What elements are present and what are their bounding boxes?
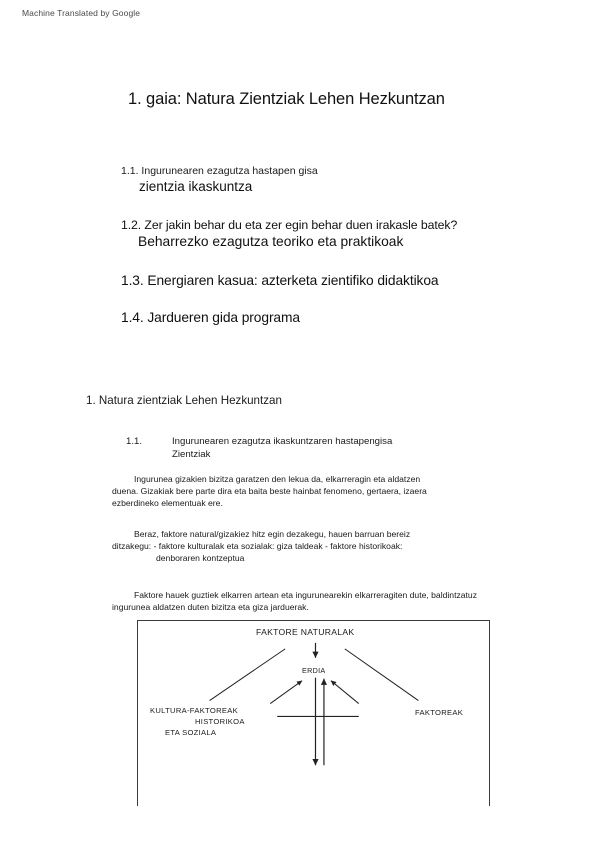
paragraph-1-line-2: duena. Gizakiak bere parte dira eta baita beste hainbat fenomeno, gertaera, izaera xyxy=(112,486,427,497)
subsection-title-line2: Zientziak xyxy=(172,448,211,460)
paragraph-1-line-1: Ingurunea gizakien bizitza garatzen den lekua da, elkarreragin eta aldatzen xyxy=(134,474,421,484)
diagonal-left-outer xyxy=(210,649,286,701)
diagram-label-left xyxy=(150,705,245,738)
subsection-heading-1-1 xyxy=(126,436,392,462)
machine-translated-banner: Machine Translated by Google xyxy=(22,8,141,18)
paragraph-2-line-2: ditzakegu: - faktore kulturalak eta sozialak: giza taldeak - faktore historikoak: xyxy=(112,541,403,552)
diagram-label-right: FAKTOREAK xyxy=(415,708,464,717)
section-heading-1: 1. Natura zientziak Lehen Hezkuntzan xyxy=(86,394,282,407)
toc-entry-1-2-line1: 1.2. Zer jakin behar du eta zer egin behar duen irakasle batek? xyxy=(121,217,458,232)
paragraph-2-line-1: Beraz, faktore natural/gizakiez hitz egin dezakegu, hauen barruan bereiz xyxy=(134,529,411,539)
toc-entry-1-4-line1: 1.4. Jardueren gida programa xyxy=(121,309,300,325)
paragraph-1 xyxy=(112,473,502,510)
arrow-left-to-center xyxy=(270,681,302,704)
diagram-label-center: ERDIA xyxy=(302,666,326,675)
diagram-label-top: FAKTORE NATURALAK xyxy=(256,627,355,637)
paragraph-1-line-3: ezberdineko elementuak ere. xyxy=(112,498,223,509)
paragraph-2-line-3: denboraren kontzeptua xyxy=(156,553,245,564)
subsection-title-line1: Ingurunearen ezagutza ikaskuntzaren hastapengisa xyxy=(172,436,393,447)
toc-entry-1-1-line1: 1.1. Ingurunearen ezagutza hastapen gisa xyxy=(121,165,318,177)
table-of-contents xyxy=(121,165,541,342)
arrow-right-to-center xyxy=(331,681,359,704)
paragraph-3-line-1: Faktore hauek guztiek elkarren artean eta ingurunearekin elkarreragiten dute, baldintzatuz xyxy=(134,590,478,600)
diagram-label-left-line3: ETA SOZIALA xyxy=(165,728,217,737)
toc-entry-1-2-line2: Beharrezko ezagutza teoriko eta praktikoak xyxy=(138,234,404,250)
page-title: 1. gaia: Natura Zientziak Lehen Hezkuntzan xyxy=(128,90,445,108)
subsection-number: 1.1. xyxy=(126,436,143,447)
paragraph-3 xyxy=(112,589,510,613)
toc-entry-1-2 xyxy=(121,218,541,251)
paragraph-3-line-2: ingurunea aldatzen duten bizitza eta giza jarduerak. xyxy=(112,602,309,613)
toc-entry-1-4 xyxy=(121,309,541,327)
paragraph-2 xyxy=(112,528,502,565)
diagram-label-left-line1: KULTURA-FAKTOREAK xyxy=(150,706,238,715)
diagram-frame xyxy=(137,620,490,806)
diagram-label-left-line2: HISTORIKOA xyxy=(195,717,245,726)
toc-entry-1-1 xyxy=(121,165,541,196)
toc-entry-1-3-line1: 1.3. Energiaren kasua: azterketa zientifiko didaktikoa xyxy=(121,272,439,288)
toc-entry-1-3 xyxy=(121,272,541,290)
toc-entry-1-1-line2: zientzia ikaskuntza xyxy=(139,179,253,195)
diagonal-right-outer xyxy=(345,649,419,701)
